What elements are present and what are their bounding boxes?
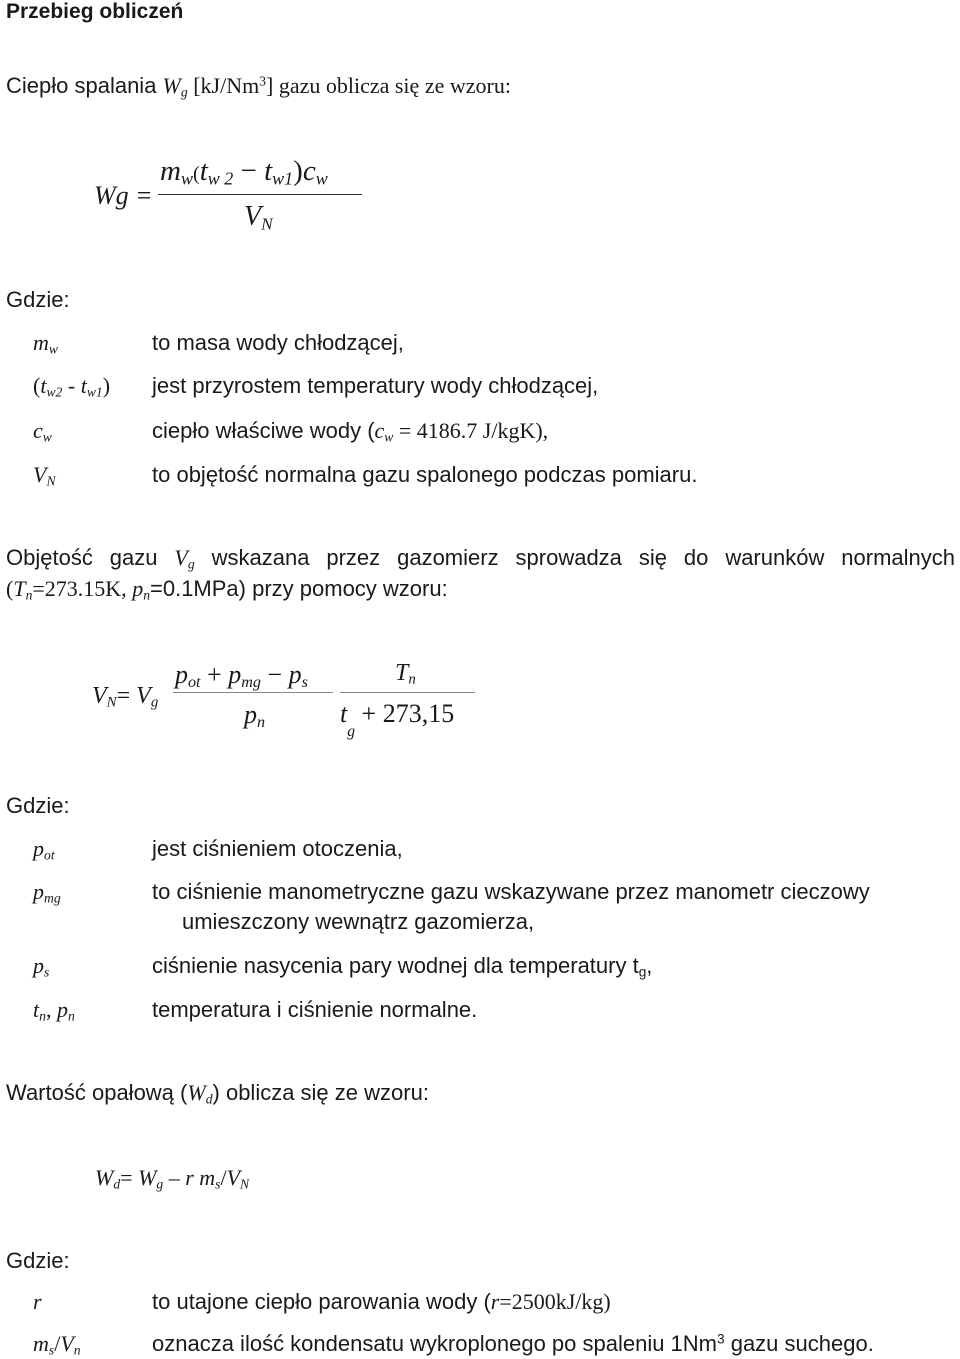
def-text-continuation: umieszczony wewnątrz gazomierza, [182,909,535,934]
def-symbol: $c_w$ [33,418,52,445]
def-symbol: $m_w$ [33,330,58,357]
def-text: to utajone ciepło parowania wody (r=2500kJ/kg) [152,1289,611,1314]
def-text: jest przyrostem temperatury wody chłodzącej, [152,373,599,398]
formula-numerator: $m_w(t_{w 2} - t_{w1})c_w$ [160,155,328,189]
fraction-bar [158,194,362,195]
def-text: oznacza ilość kondensatu wykroplonego po spaleniu 1Nm$^3$ gazu suchego. [152,1331,874,1356]
def-symbol: $V_N$ [33,462,56,489]
formula-denominator-pressure: $p_n$ [244,700,266,732]
volume-paragraph-line2: ($T_n=273.15K$, $p_n=0.1MPa$) przy pomocy wzoru: [6,576,448,603]
def-symbol: $m_s/V_n$ [33,1331,81,1358]
def-symbol: $(t_{w2} - t_{w1})$ [33,373,111,400]
def-symbol: $p_{mg}$ [33,879,61,906]
fraction-bar [173,692,333,693]
formula-denominator: $V_N$ [244,201,273,234]
where-label: Gdzie: [6,1248,70,1273]
volume-paragraph-line1: Objętość gazu $V_g$ wskazana przez gazomierz sprowadza się do warunków normalnych [6,545,956,572]
formula-calorific-value: $W_d= W_g - r$ $m_s/V_N$ [95,1165,250,1192]
def-symbol: $t_n$, $p_n$ [33,997,75,1024]
def-text: to objętość normalna gazu spalonego podczas pomiaru. [152,462,698,487]
calorific-intro-paragraph: Wartość opałową $(W_d)$ oblicza się ze wzoru: [6,1080,429,1107]
def-text: ciśnienie nasycenia pary wodnej dla temperatury $t_g$, [152,953,653,980]
where-label: Gdzie: [6,287,70,312]
def-text: to masa wody chłodzącej, [152,330,404,355]
formula-denominator-temperature: $t_g + 273,15$ [340,699,455,741]
def-text: to ciśnienie manometryczne gazu wskazywane przez manometr cieczowy [152,879,870,904]
def-text: temperatura i ciśnienie normalne. [152,997,478,1022]
formula-lhs: $V_N= V_g$ [92,683,159,711]
def-text: ciepło właściwe wody ($c_w = 4186.7$ J/kgK), [152,418,549,445]
def-symbol: $p_{ot}$ [33,836,55,863]
def-text: jest ciśnieniem otoczenia, [152,836,403,861]
formula-numerator-pressure: $p_{ot} + p_{mg} - p_s$ [175,660,308,692]
formula-numerator-temperature: $T_n$ [395,660,416,688]
fraction-bar [340,692,475,693]
heat-intro-paragraph: Ciepło spalania $W_g$ [kJ/Nm$^3$] gazu oblicza się ze wzoru: [6,73,511,100]
where-label: Gdzie: [6,793,70,818]
formula-lhs: Wg = [94,181,153,210]
def-symbol: r [33,1289,42,1314]
page-title: Przebieg obliczeń [6,0,184,23]
def-symbol: $p_s$ [33,953,50,980]
